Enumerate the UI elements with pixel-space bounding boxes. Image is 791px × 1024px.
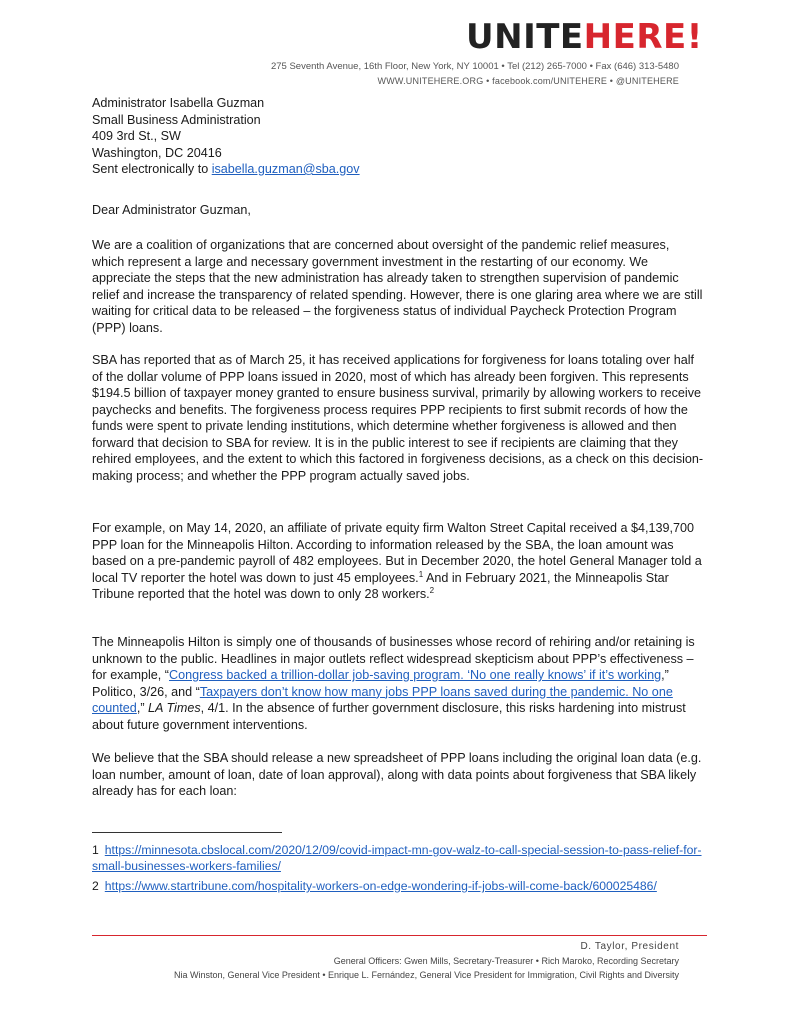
paragraph-1 <box>92 237 704 336</box>
recipient-street: 409 3rd St., SW <box>92 129 181 143</box>
footnote-2 <box>92 878 704 894</box>
paragraph-4 <box>92 634 704 733</box>
latimes-name: LA Times <box>148 701 201 715</box>
paragraph-2 <box>92 352 704 484</box>
logo-here: HERE! <box>583 17 703 57</box>
footer-president: D. Taylor, President <box>580 941 679 952</box>
footnote-1-number: 1 <box>92 843 99 857</box>
paragraph-4-part-d: , 4/1. In the absence of further government disclosure, this risks hardening into mistrust about future government interventions. <box>92 701 686 732</box>
paragraph-3-part-b: And in February 2021, the Minneapolis Star Tribune reported that the hotel was down to only 28 workers. <box>92 570 669 601</box>
footnote-1-link[interactable]: https://minnesota.cbslocal.com/2020/12/09/covid-impact-mn-gov-walz-to-call-special-session-to-pass-relief-for-small-businesses-workers-families/ <box>92 843 702 873</box>
footnote-1 <box>92 842 704 874</box>
paragraph-3-text <box>92 520 704 603</box>
paragraph-1-text: We are a coalition of organizations that are concerned about oversight of the pandemic relief measures, which represent a large and necessary government investment in the restarting of our economy. We appreciate the steps that the new administration has already taken to strengthen supervision of pandemic relief and increase the transparency of related spending. However, there is one glaring area where we are still waiting for critical data to be released – the forgiveness status of individual Paycheck Protection Program (PPP) loans. <box>92 238 703 335</box>
paragraph-4-part-a: The Minneapolis Hilton is simply one of thousands of businesses whose record of rehiring and/or retaining is unknown to the public. Headlines in major outlets reflect widespread skepticism about PPP’s effectiveness – for example, “ <box>92 635 695 682</box>
paragraph-3 <box>92 520 704 603</box>
paragraph-5 <box>92 750 704 800</box>
footnote-2-number: 2 <box>92 879 99 893</box>
paragraph-4-part-c: ,” <box>136 701 149 715</box>
sent-prefix: Sent electronically to <box>92 162 212 176</box>
footer-divider <box>92 935 707 936</box>
footer-vice-presidents: Nia Winston, General Vice President • Enrique L. Fernández, General Vice President for Immigration, Civil Rights and Diversity <box>173 970 679 980</box>
sent-line <box>92 161 704 178</box>
letterhead-web: WWW.UNITEHERE.ORG • facebook.com/UNITEHERE • @UNITEHERE <box>377 76 679 86</box>
logo-unite: UNITE <box>466 17 584 57</box>
paragraph-4-part-b: ,” Politico, 3/26, and “ <box>92 668 669 699</box>
recipient-block <box>92 95 704 178</box>
paragraph-5-text: We believe that the SBA should release a new spreadsheet of PPP loans including the original loan data (e.g. loan number, amount of loan, date of loan approval), along with data points about forgiveness that SBA likely already has for each loan: <box>92 751 702 798</box>
paragraph-3-part-a: For example, on May 14, 2020, an affiliate of private equity firm Walton Street Capital received a $4,139,700 PPP loan for the Minneapolis Hilton. According to information released by the SBA, the loan amount was based on a pre-pandemic payroll of 482 employees. But in December 2020, the hotel General Manager told a local TV reporter the hotel was down to just 45 employees. <box>92 521 702 585</box>
recipient-agency: Small Business Administration <box>92 112 261 127</box>
salutation: Dear Administrator Guzman, <box>92 203 251 217</box>
letterhead-address: 275 Seventh Avenue, 16th Floor, New York, NY 10001 • Tel (212) 265-7000 • Fax (646) 313-5480 <box>270 61 679 72</box>
recipient-name: Administrator Isabella Guzman <box>92 96 265 110</box>
politico-headline-link[interactable]: Congress backed a trillion-dollar job-saving program. ‘No one really knows’ if it’s working <box>169 668 662 682</box>
recipient-email-link[interactable]: isabella.guzman@sba.gov <box>211 162 360 176</box>
paragraph-4-text <box>92 634 704 733</box>
footnote-ref-1[interactable]: 1 <box>418 569 424 579</box>
recipient-city: Washington, DC 20416 <box>92 145 222 160</box>
latimes-headline-link[interactable]: Taxpayers don’t know how many jobs PPP loans saved during the pandemic. No one counted <box>92 684 673 715</box>
unitehere-logo <box>466 17 703 57</box>
footnote-divider <box>92 832 282 833</box>
footnote-2-link[interactable]: https://www.startribune.com/hospitality-workers-on-edge-wondering-if-jobs-will-come-back/600025486/ <box>104 879 657 893</box>
footer-officers: General Officers: Gwen Mills, Secretary-Treasurer • Rich Maroko, Recording Secretary <box>333 956 679 966</box>
footnotes <box>92 842 704 898</box>
footnote-ref-2[interactable]: 2 <box>429 585 435 595</box>
paragraph-2-text: SBA has reported that as of March 25, it has received applications for forgiveness for loans totaling over half of the dollar volume of PPP loans issued in 2020, most of which has already been forgiven. This represents $194.5 billion of taxpayer money granted to ensure business survival, primarily by allowing workers to receive paychecks and benefits. The forgiveness process requires PPP recipients to first submit records of how the funds were spent to private lending institutions, which determine whether forgiveness is allowed and then forward that decision to SBA for review. It is in the public interest to see if recipients are claiming that they rehired employees, and the extent to which this factored in forgiveness decisions, as a check on this decision-making process; and whether the PPP program actually saved jobs. <box>92 353 704 483</box>
